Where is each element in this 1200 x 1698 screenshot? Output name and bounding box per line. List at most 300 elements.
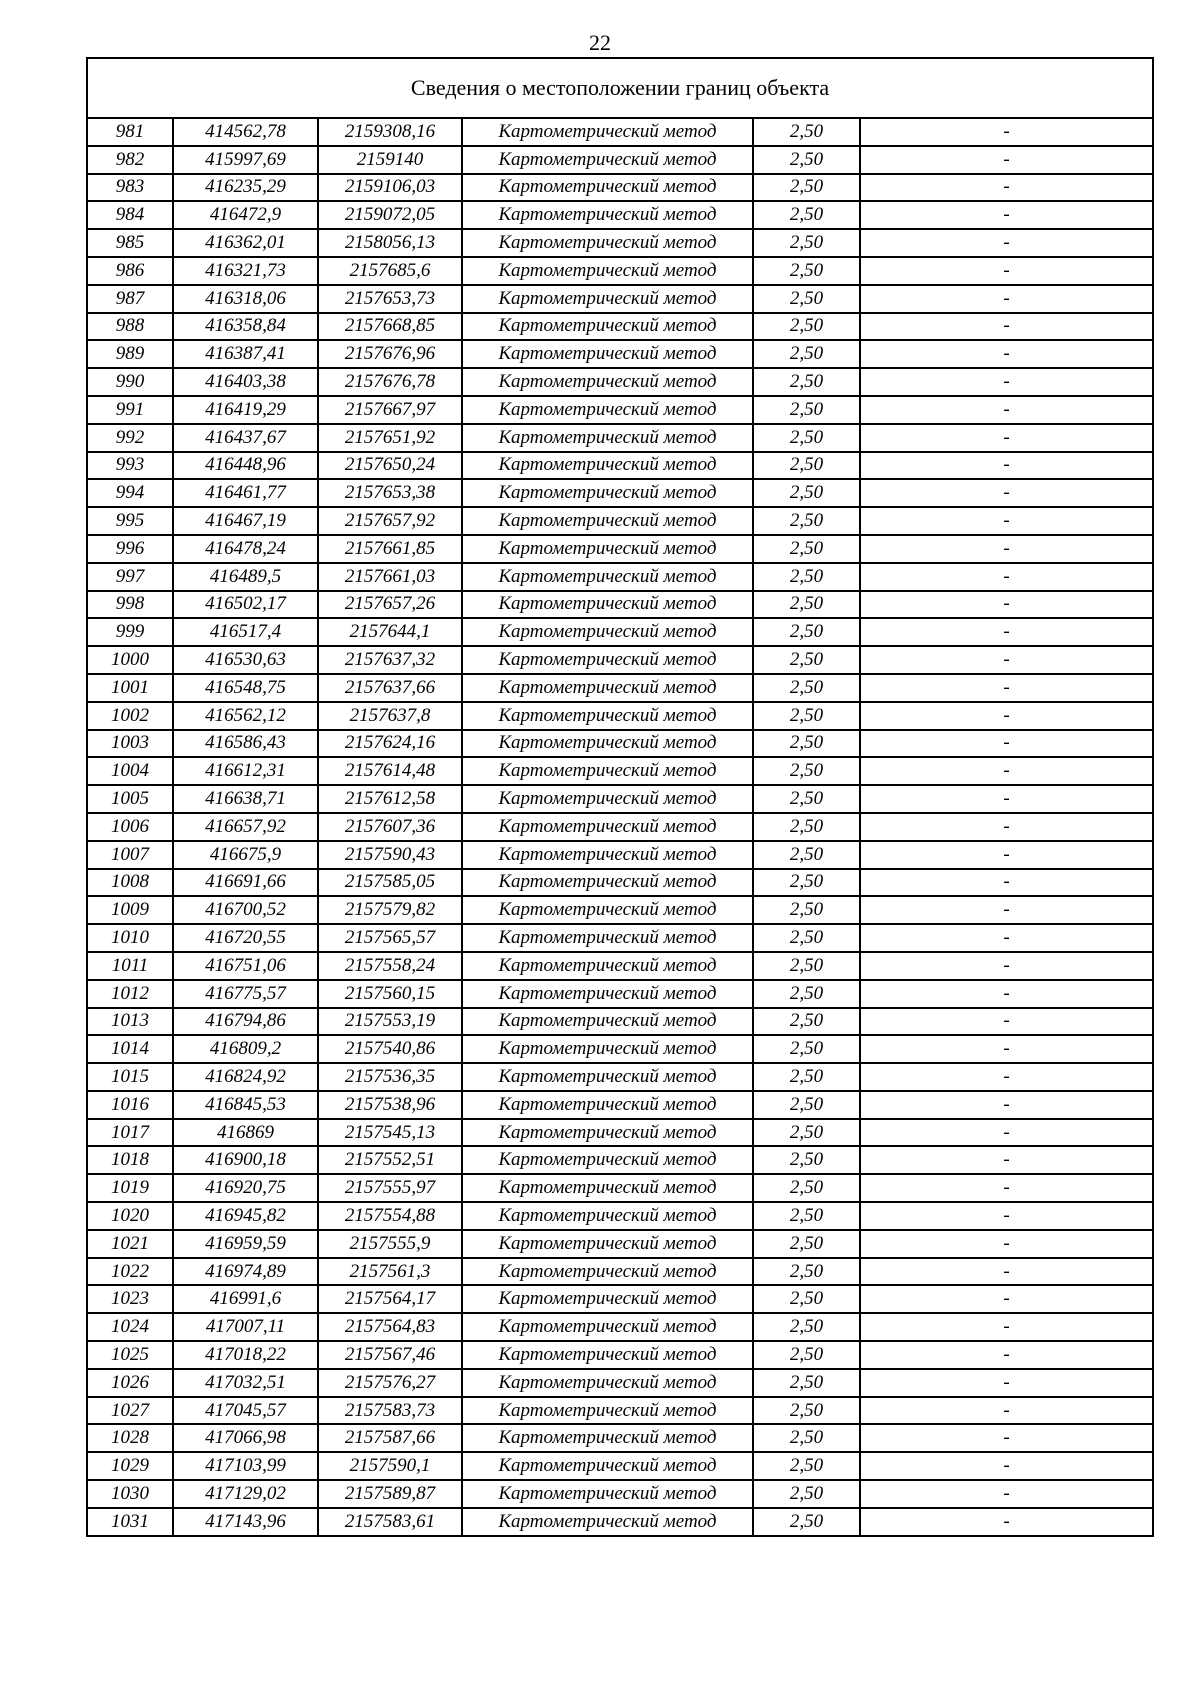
x-coordinate-cell: 416775,57 [173, 980, 318, 1008]
y-coordinate-cell: 2159072,05 [318, 201, 462, 229]
point-number-cell: 983 [87, 174, 173, 202]
table-row [87, 591, 1153, 619]
method-cell: Картометрический метод [462, 1146, 753, 1174]
point-number-cell: 1012 [87, 980, 173, 1008]
x-coordinate-cell: 416318,06 [173, 285, 318, 313]
accuracy-cell: 2,50 [753, 591, 860, 619]
accuracy-cell: 2,50 [753, 563, 860, 591]
accuracy-cell: 2,50 [753, 1508, 860, 1536]
method-cell: Картометрический метод [462, 1313, 753, 1341]
table-row [87, 479, 1153, 507]
page-number: 22 [589, 30, 611, 55]
y-coordinate-cell: 2157651,92 [318, 424, 462, 452]
accuracy-cell: 2,50 [753, 757, 860, 785]
description-cell: - [860, 1508, 1153, 1536]
x-coordinate-cell: 417066,98 [173, 1424, 318, 1452]
method-cell: Картометрический метод [462, 674, 753, 702]
point-number-cell: 1008 [87, 869, 173, 897]
x-coordinate-cell: 417007,11 [173, 1313, 318, 1341]
accuracy-cell: 2,50 [753, 1146, 860, 1174]
accuracy-cell: 2,50 [753, 229, 860, 257]
table-row [87, 869, 1153, 897]
y-coordinate-cell: 2157661,85 [318, 535, 462, 563]
method-cell: Картометрический метод [462, 507, 753, 535]
method-cell: Картометрический метод [462, 730, 753, 758]
point-number-cell: 1006 [87, 813, 173, 841]
method-cell: Картометрический метод [462, 535, 753, 563]
method-cell: Картометрический метод [462, 785, 753, 813]
point-number-cell: 1016 [87, 1091, 173, 1119]
x-coordinate-cell: 415997,69 [173, 146, 318, 174]
accuracy-cell: 2,50 [753, 118, 860, 146]
table-row [87, 1230, 1153, 1258]
x-coordinate-cell: 416467,19 [173, 507, 318, 535]
method-cell: Картометрический метод [462, 1119, 753, 1147]
method-cell: Картометрический метод [462, 1397, 753, 1425]
method-cell: Картометрический метод [462, 1480, 753, 1508]
method-cell: Картометрический метод [462, 869, 753, 897]
method-cell: Картометрический метод [462, 313, 753, 341]
accuracy-cell: 2,50 [753, 1202, 860, 1230]
accuracy-cell: 2,50 [753, 1369, 860, 1397]
method-cell: Картометрический метод [462, 229, 753, 257]
point-number-cell: 992 [87, 424, 173, 452]
point-number-cell: 996 [87, 535, 173, 563]
method-cell: Картометрический метод [462, 841, 753, 869]
description-cell: - [860, 591, 1153, 619]
y-coordinate-cell: 2157667,97 [318, 396, 462, 424]
method-cell: Картометрический метод [462, 1091, 753, 1119]
method-cell: Картометрический метод [462, 1508, 753, 1536]
description-cell: - [860, 1230, 1153, 1258]
table-row [87, 452, 1153, 480]
method-cell: Картометрический метод [462, 563, 753, 591]
accuracy-cell: 2,50 [753, 869, 860, 897]
accuracy-cell: 2,50 [753, 1035, 860, 1063]
accuracy-cell: 2,50 [753, 896, 860, 924]
accuracy-cell: 2,50 [753, 285, 860, 313]
method-cell: Картометрический метод [462, 980, 753, 1008]
y-coordinate-cell: 2157567,46 [318, 1341, 462, 1369]
point-number-cell: 993 [87, 452, 173, 480]
method-cell: Картометрический метод [462, 702, 753, 730]
y-coordinate-cell: 2157565,57 [318, 924, 462, 952]
accuracy-cell: 2,50 [753, 1452, 860, 1480]
table-row [87, 396, 1153, 424]
description-cell: - [860, 285, 1153, 313]
table-row [87, 1008, 1153, 1036]
description-cell: - [860, 396, 1153, 424]
accuracy-cell: 2,50 [753, 618, 860, 646]
method-cell: Картометрический метод [462, 1369, 753, 1397]
method-cell: Картометрический метод [462, 646, 753, 674]
accuracy-cell: 2,50 [753, 730, 860, 758]
x-coordinate-cell: 417018,22 [173, 1341, 318, 1369]
table-row [87, 424, 1153, 452]
x-coordinate-cell: 416472,9 [173, 201, 318, 229]
table-row [87, 1091, 1153, 1119]
x-coordinate-cell: 416920,75 [173, 1174, 318, 1202]
method-cell: Картометрический метод [462, 1063, 753, 1091]
accuracy-cell: 2,50 [753, 1091, 860, 1119]
description-cell: - [860, 1452, 1153, 1480]
table-row [87, 285, 1153, 313]
accuracy-cell: 2,50 [753, 952, 860, 980]
description-cell: - [860, 757, 1153, 785]
x-coordinate-cell: 416991,6 [173, 1285, 318, 1313]
description-cell: - [860, 1091, 1153, 1119]
method-cell: Картометрический метод [462, 452, 753, 480]
y-coordinate-cell: 2157637,66 [318, 674, 462, 702]
y-coordinate-cell: 2157657,92 [318, 507, 462, 535]
y-coordinate-cell: 2157561,3 [318, 1258, 462, 1286]
point-number-cell: 1010 [87, 924, 173, 952]
y-coordinate-cell: 2157536,35 [318, 1063, 462, 1091]
table-row [87, 980, 1153, 1008]
accuracy-cell: 2,50 [753, 1063, 860, 1091]
accuracy-cell: 2,50 [753, 1119, 860, 1147]
description-cell: - [860, 702, 1153, 730]
description-cell: - [860, 1313, 1153, 1341]
description-cell: - [860, 563, 1153, 591]
accuracy-cell: 2,50 [753, 257, 860, 285]
y-coordinate-cell: 2157661,03 [318, 563, 462, 591]
point-number-cell: 1013 [87, 1008, 173, 1036]
table-row [87, 1174, 1153, 1202]
point-number-cell: 1020 [87, 1202, 173, 1230]
y-coordinate-cell: 2157612,58 [318, 785, 462, 813]
point-number-cell: 994 [87, 479, 173, 507]
x-coordinate-cell: 417103,99 [173, 1452, 318, 1480]
description-cell: - [860, 424, 1153, 452]
y-coordinate-cell: 2157585,05 [318, 869, 462, 897]
table-row [87, 229, 1153, 257]
method-cell: Картометрический метод [462, 1035, 753, 1063]
x-coordinate-cell: 416461,77 [173, 479, 318, 507]
x-coordinate-cell: 416809,2 [173, 1035, 318, 1063]
table-row [87, 1146, 1153, 1174]
x-coordinate-cell: 416675,9 [173, 841, 318, 869]
boundary-table [86, 57, 1154, 1537]
x-coordinate-cell: 414562,78 [173, 118, 318, 146]
point-number-cell: 991 [87, 396, 173, 424]
point-number-cell: 995 [87, 507, 173, 535]
accuracy-cell: 2,50 [753, 1424, 860, 1452]
table-row [87, 1313, 1153, 1341]
point-number-cell: 981 [87, 118, 173, 146]
y-coordinate-cell: 2157583,73 [318, 1397, 462, 1425]
point-number-cell: 1007 [87, 841, 173, 869]
x-coordinate-cell: 416502,17 [173, 591, 318, 619]
description-cell: - [860, 257, 1153, 285]
accuracy-cell: 2,50 [753, 785, 860, 813]
accuracy-cell: 2,50 [753, 396, 860, 424]
table-row [87, 201, 1153, 229]
table-row [87, 257, 1153, 285]
y-coordinate-cell: 2159140 [318, 146, 462, 174]
point-number-cell: 1023 [87, 1285, 173, 1313]
accuracy-cell: 2,50 [753, 174, 860, 202]
y-coordinate-cell: 2157558,24 [318, 952, 462, 980]
accuracy-cell: 2,50 [753, 980, 860, 1008]
accuracy-cell: 2,50 [753, 340, 860, 368]
y-coordinate-cell: 2157676,78 [318, 368, 462, 396]
y-coordinate-cell: 2157657,26 [318, 591, 462, 619]
point-number-cell: 988 [87, 313, 173, 341]
accuracy-cell: 2,50 [753, 424, 860, 452]
accuracy-cell: 2,50 [753, 1258, 860, 1286]
table-row [87, 896, 1153, 924]
method-cell: Картометрический метод [462, 952, 753, 980]
point-number-cell: 985 [87, 229, 173, 257]
method-cell: Картометрический метод [462, 396, 753, 424]
accuracy-cell: 2,50 [753, 1230, 860, 1258]
accuracy-cell: 2,50 [753, 924, 860, 952]
y-coordinate-cell: 2159308,16 [318, 118, 462, 146]
method-cell: Картометрический метод [462, 896, 753, 924]
description-cell: - [860, 924, 1153, 952]
x-coordinate-cell: 416403,38 [173, 368, 318, 396]
table-row [87, 1369, 1153, 1397]
accuracy-cell: 2,50 [753, 479, 860, 507]
point-number-cell: 1001 [87, 674, 173, 702]
description-cell: - [860, 1119, 1153, 1147]
table-row [87, 313, 1153, 341]
accuracy-cell: 2,50 [753, 1341, 860, 1369]
y-coordinate-cell: 2157583,61 [318, 1508, 462, 1536]
description-cell: - [860, 201, 1153, 229]
accuracy-cell: 2,50 [753, 1480, 860, 1508]
method-cell: Картометрический метод [462, 757, 753, 785]
x-coordinate-cell: 416548,75 [173, 674, 318, 702]
x-coordinate-cell: 416478,24 [173, 535, 318, 563]
point-number-cell: 1028 [87, 1424, 173, 1452]
point-number-cell: 998 [87, 591, 173, 619]
accuracy-cell: 2,50 [753, 146, 860, 174]
description-cell: - [860, 535, 1153, 563]
table-row [87, 1063, 1153, 1091]
description-cell: - [860, 340, 1153, 368]
description-cell: - [860, 368, 1153, 396]
table-row [87, 757, 1153, 785]
x-coordinate-cell: 417032,51 [173, 1369, 318, 1397]
table-row [87, 1202, 1153, 1230]
accuracy-cell: 2,50 [753, 201, 860, 229]
description-cell: - [860, 229, 1153, 257]
table-row [87, 924, 1153, 952]
x-coordinate-cell: 416362,01 [173, 229, 318, 257]
x-coordinate-cell: 416437,67 [173, 424, 318, 452]
table-row [87, 730, 1153, 758]
description-cell: - [860, 1341, 1153, 1369]
method-cell: Картометрический метод [462, 174, 753, 202]
x-coordinate-cell: 416657,92 [173, 813, 318, 841]
method-cell: Картометрический метод [462, 424, 753, 452]
x-coordinate-cell: 416321,73 [173, 257, 318, 285]
method-cell: Картометрический метод [462, 146, 753, 174]
description-cell: - [860, 118, 1153, 146]
description-cell: - [860, 674, 1153, 702]
method-cell: Картометрический метод [462, 479, 753, 507]
y-coordinate-cell: 2157614,48 [318, 757, 462, 785]
point-number-cell: 1018 [87, 1146, 173, 1174]
y-coordinate-cell: 2157553,19 [318, 1008, 462, 1036]
y-coordinate-cell: 2157644,1 [318, 618, 462, 646]
description-cell: - [860, 841, 1153, 869]
y-coordinate-cell: 2157555,9 [318, 1230, 462, 1258]
y-coordinate-cell: 2157637,32 [318, 646, 462, 674]
y-coordinate-cell: 2157564,83 [318, 1313, 462, 1341]
x-coordinate-cell: 416974,89 [173, 1258, 318, 1286]
method-cell: Картометрический метод [462, 813, 753, 841]
table-row [87, 174, 1153, 202]
accuracy-cell: 2,50 [753, 646, 860, 674]
accuracy-cell: 2,50 [753, 452, 860, 480]
description-cell: - [860, 174, 1153, 202]
method-cell: Картометрический метод [462, 1341, 753, 1369]
point-number-cell: 1021 [87, 1230, 173, 1258]
description-cell: - [860, 869, 1153, 897]
table-row [87, 1452, 1153, 1480]
accuracy-cell: 2,50 [753, 507, 860, 535]
y-coordinate-cell: 2157555,97 [318, 1174, 462, 1202]
method-cell: Картометрический метод [462, 285, 753, 313]
accuracy-cell: 2,50 [753, 813, 860, 841]
x-coordinate-cell: 416448,96 [173, 452, 318, 480]
table-row [87, 674, 1153, 702]
x-coordinate-cell: 416358,84 [173, 313, 318, 341]
y-coordinate-cell: 2157538,96 [318, 1091, 462, 1119]
description-cell: - [860, 479, 1153, 507]
description-cell: - [860, 896, 1153, 924]
method-cell: Картометрический метод [462, 1174, 753, 1202]
point-number-cell: 1005 [87, 785, 173, 813]
table-caption-row [87, 58, 1153, 118]
y-coordinate-cell: 2157624,16 [318, 730, 462, 758]
y-coordinate-cell: 2158056,13 [318, 229, 462, 257]
accuracy-cell: 2,50 [753, 674, 860, 702]
x-coordinate-cell: 416945,82 [173, 1202, 318, 1230]
x-coordinate-cell: 416638,71 [173, 785, 318, 813]
table-title: Сведения о местоположении границ объекта [87, 58, 1153, 118]
table-row [87, 785, 1153, 813]
point-number-cell: 1030 [87, 1480, 173, 1508]
accuracy-cell: 2,50 [753, 841, 860, 869]
y-coordinate-cell: 2157540,86 [318, 1035, 462, 1063]
table-row [87, 1508, 1153, 1536]
point-number-cell: 1009 [87, 896, 173, 924]
description-cell: - [860, 1035, 1153, 1063]
point-number-cell: 1025 [87, 1341, 173, 1369]
point-number-cell: 1003 [87, 730, 173, 758]
method-cell: Картометрический метод [462, 591, 753, 619]
method-cell: Картометрический метод [462, 1230, 753, 1258]
x-coordinate-cell: 417129,02 [173, 1480, 318, 1508]
x-coordinate-cell: 416517,4 [173, 618, 318, 646]
description-cell: - [860, 980, 1153, 1008]
description-cell: - [860, 618, 1153, 646]
point-number-cell: 1029 [87, 1452, 173, 1480]
description-cell: - [860, 1480, 1153, 1508]
description-cell: - [860, 785, 1153, 813]
y-coordinate-cell: 2157545,13 [318, 1119, 462, 1147]
y-coordinate-cell: 2157552,51 [318, 1146, 462, 1174]
method-cell: Картометрический метод [462, 1424, 753, 1452]
description-cell: - [860, 507, 1153, 535]
x-coordinate-cell: 416700,52 [173, 896, 318, 924]
table-row [87, 1424, 1153, 1452]
y-coordinate-cell: 2157589,87 [318, 1480, 462, 1508]
table-row [87, 340, 1153, 368]
x-coordinate-cell: 416612,31 [173, 757, 318, 785]
x-coordinate-cell: 416869 [173, 1119, 318, 1147]
method-cell: Картометрический метод [462, 1008, 753, 1036]
x-coordinate-cell: 416489,5 [173, 563, 318, 591]
point-number-cell: 989 [87, 340, 173, 368]
y-coordinate-cell: 2157668,85 [318, 313, 462, 341]
description-cell: - [860, 1008, 1153, 1036]
table-row [87, 1285, 1153, 1313]
point-number-cell: 1017 [87, 1119, 173, 1147]
method-cell: Картометрический метод [462, 1202, 753, 1230]
x-coordinate-cell: 416824,92 [173, 1063, 318, 1091]
point-number-cell: 1004 [87, 757, 173, 785]
x-coordinate-cell: 416419,29 [173, 396, 318, 424]
table-row [87, 563, 1153, 591]
y-coordinate-cell: 2157560,15 [318, 980, 462, 1008]
point-number-cell: 1019 [87, 1174, 173, 1202]
x-coordinate-cell: 416720,55 [173, 924, 318, 952]
accuracy-cell: 2,50 [753, 313, 860, 341]
accuracy-cell: 2,50 [753, 702, 860, 730]
point-number-cell: 1011 [87, 952, 173, 980]
table-row [87, 118, 1153, 146]
y-coordinate-cell: 2159106,03 [318, 174, 462, 202]
table-row [87, 1480, 1153, 1508]
y-coordinate-cell: 2157653,38 [318, 479, 462, 507]
description-cell: - [860, 952, 1153, 980]
table-row [87, 618, 1153, 646]
point-number-cell: 1015 [87, 1063, 173, 1091]
point-number-cell: 987 [87, 285, 173, 313]
x-coordinate-cell: 417143,96 [173, 1508, 318, 1536]
description-cell: - [860, 646, 1153, 674]
method-cell: Картометрический метод [462, 257, 753, 285]
table-row [87, 1119, 1153, 1147]
x-coordinate-cell: 416845,53 [173, 1091, 318, 1119]
x-coordinate-cell: 416530,63 [173, 646, 318, 674]
method-cell: Картометрический метод [462, 618, 753, 646]
y-coordinate-cell: 2157650,24 [318, 452, 462, 480]
point-number-cell: 982 [87, 146, 173, 174]
method-cell: Картометрический метод [462, 118, 753, 146]
x-coordinate-cell: 416235,29 [173, 174, 318, 202]
accuracy-cell: 2,50 [753, 1285, 860, 1313]
table-row [87, 507, 1153, 535]
table-row [87, 146, 1153, 174]
point-number-cell: 1022 [87, 1258, 173, 1286]
accuracy-cell: 2,50 [753, 368, 860, 396]
y-coordinate-cell: 2157676,96 [318, 340, 462, 368]
y-coordinate-cell: 2157554,88 [318, 1202, 462, 1230]
method-cell: Картометрический метод [462, 201, 753, 229]
description-cell: - [860, 1369, 1153, 1397]
point-number-cell: 984 [87, 201, 173, 229]
description-cell: - [860, 313, 1153, 341]
x-coordinate-cell: 416751,06 [173, 952, 318, 980]
x-coordinate-cell: 416586,43 [173, 730, 318, 758]
table-row [87, 535, 1153, 563]
